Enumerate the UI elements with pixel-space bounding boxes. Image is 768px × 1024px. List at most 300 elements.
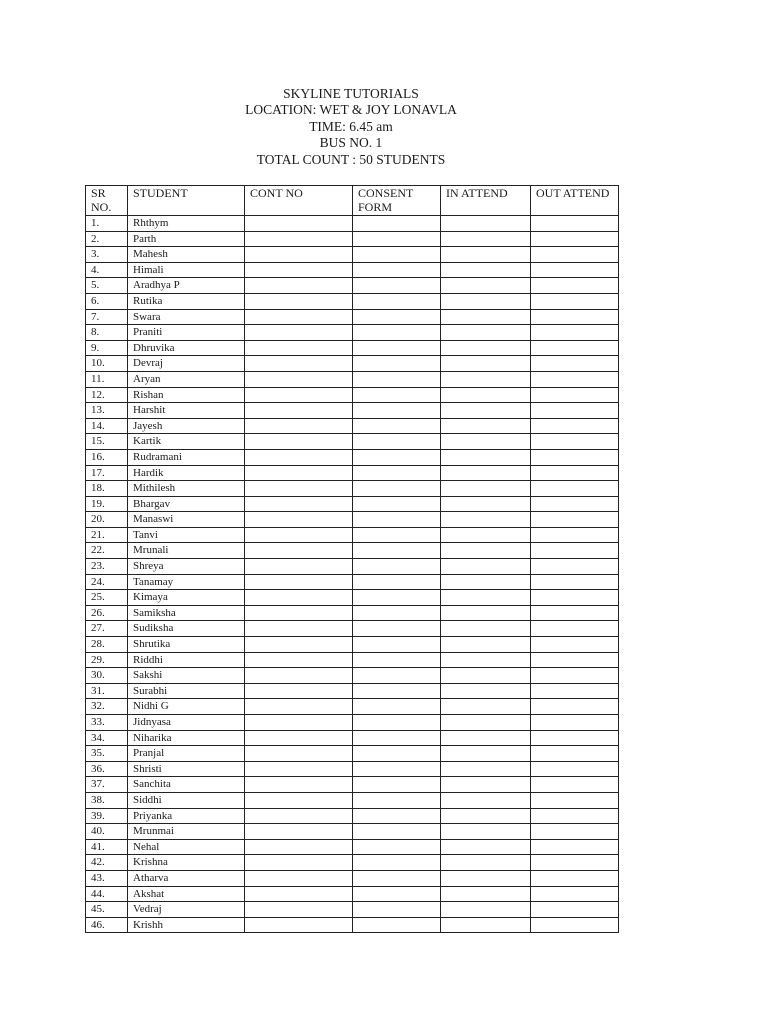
out-attend-cell	[531, 216, 619, 232]
cont-no-cell	[245, 637, 353, 653]
consent-form-cell	[353, 340, 441, 356]
student-name-cell: Rhthym	[128, 216, 245, 232]
in-attend-cell	[441, 668, 531, 684]
in-attend-cell	[441, 216, 531, 232]
table-row	[86, 216, 619, 232]
student-name-cell: Dhruvika	[128, 340, 245, 356]
out-attend-cell	[531, 839, 619, 855]
consent-form-cell	[353, 403, 441, 419]
out-attend-cell	[531, 761, 619, 777]
table-row	[86, 340, 619, 356]
out-attend-cell	[531, 652, 619, 668]
cont-no-cell	[245, 512, 353, 528]
cont-no-cell	[245, 418, 353, 434]
student-name-cell: Jidnyasa	[128, 715, 245, 731]
cont-no-cell	[245, 605, 353, 621]
cont-no-cell	[245, 527, 353, 543]
in-attend-cell	[441, 527, 531, 543]
out-attend-cell	[531, 325, 619, 341]
cont-no-cell	[245, 683, 353, 699]
sr-no-cell: 43.	[86, 870, 128, 886]
in-attend-cell	[441, 839, 531, 855]
column-header-sr-no: SR NO.	[86, 186, 128, 216]
in-attend-cell	[441, 356, 531, 372]
sr-no-cell: 11.	[86, 371, 128, 387]
sr-no-cell: 25.	[86, 590, 128, 606]
out-attend-cell	[531, 247, 619, 263]
student-name-cell: Pranjal	[128, 746, 245, 762]
table-row	[86, 559, 619, 575]
out-attend-cell	[531, 262, 619, 278]
sr-no-cell: 35.	[86, 746, 128, 762]
table-row	[86, 434, 619, 450]
table-row	[86, 262, 619, 278]
out-attend-cell	[531, 855, 619, 871]
consent-form-cell	[353, 761, 441, 777]
table-row	[86, 839, 619, 855]
consent-form-cell	[353, 481, 441, 497]
cont-no-cell	[245, 574, 353, 590]
student-name-cell: Samiksha	[128, 605, 245, 621]
student-name-cell: Jayesh	[128, 418, 245, 434]
column-header-student: STUDENT	[128, 186, 245, 216]
column-header-in-attend: IN ATTEND	[441, 186, 531, 216]
in-attend-cell	[441, 496, 531, 512]
sr-no-cell: 10.	[86, 356, 128, 372]
column-header-cont-no: CONT NO	[245, 186, 353, 216]
in-attend-cell	[441, 886, 531, 902]
table-row	[86, 465, 619, 481]
cont-no-cell	[245, 543, 353, 559]
student-name-cell: Nehal	[128, 839, 245, 855]
in-attend-cell	[441, 870, 531, 886]
out-attend-cell	[531, 293, 619, 309]
cont-no-cell	[245, 216, 353, 232]
table-row	[86, 418, 619, 434]
student-name-cell: Harshit	[128, 403, 245, 419]
out-attend-cell	[531, 340, 619, 356]
student-name-cell: Aryan	[128, 371, 245, 387]
out-attend-cell	[531, 559, 619, 575]
out-attend-cell	[531, 449, 619, 465]
table-row	[86, 293, 619, 309]
consent-form-cell	[353, 730, 441, 746]
sr-no-cell: 20.	[86, 512, 128, 528]
table-row	[86, 730, 619, 746]
table-row	[86, 496, 619, 512]
student-name-cell: Shrutika	[128, 637, 245, 653]
sr-no-cell: 33.	[86, 715, 128, 731]
out-attend-cell	[531, 403, 619, 419]
out-attend-cell	[531, 574, 619, 590]
cont-no-cell	[245, 325, 353, 341]
student-name-cell: Kartik	[128, 434, 245, 450]
cont-no-cell	[245, 387, 353, 403]
location-line: LOCATION: WET & JOY LONAVLA	[245, 102, 457, 118]
cont-no-cell	[245, 839, 353, 855]
cont-no-cell	[245, 340, 353, 356]
consent-form-cell	[353, 605, 441, 621]
sr-no-cell: 18.	[86, 481, 128, 497]
out-attend-cell	[531, 902, 619, 918]
sr-no-cell: 22.	[86, 543, 128, 559]
out-attend-cell	[531, 543, 619, 559]
out-attend-cell	[531, 605, 619, 621]
document-heading	[0, 86, 702, 168]
in-attend-cell	[441, 902, 531, 918]
consent-form-cell	[353, 917, 441, 933]
out-attend-cell	[531, 371, 619, 387]
in-attend-cell	[441, 621, 531, 637]
sr-no-cell: 39.	[86, 808, 128, 824]
in-attend-cell	[441, 559, 531, 575]
student-name-cell: Parth	[128, 231, 245, 247]
in-attend-cell	[441, 543, 531, 559]
consent-form-cell	[353, 715, 441, 731]
consent-form-cell	[353, 870, 441, 886]
sr-no-cell: 38.	[86, 792, 128, 808]
student-name-cell: Sanchita	[128, 777, 245, 793]
cont-no-cell	[245, 870, 353, 886]
consent-form-cell	[353, 855, 441, 871]
out-attend-cell	[531, 278, 619, 294]
in-attend-cell	[441, 746, 531, 762]
in-attend-cell	[441, 262, 531, 278]
out-attend-cell	[531, 715, 619, 731]
in-attend-cell	[441, 808, 531, 824]
student-name-cell: Rudramani	[128, 449, 245, 465]
consent-form-cell	[353, 902, 441, 918]
sr-no-cell: 17.	[86, 465, 128, 481]
in-attend-cell	[441, 715, 531, 731]
in-attend-cell	[441, 699, 531, 715]
in-attend-cell	[441, 293, 531, 309]
sr-no-cell: 36.	[86, 761, 128, 777]
cont-no-cell	[245, 761, 353, 777]
table-row	[86, 824, 619, 840]
in-attend-cell	[441, 247, 531, 263]
consent-form-cell	[353, 824, 441, 840]
in-attend-cell	[441, 418, 531, 434]
student-name-cell: Mrunali	[128, 543, 245, 559]
consent-form-cell	[353, 262, 441, 278]
sr-no-cell: 32.	[86, 699, 128, 715]
sr-no-cell: 15.	[86, 434, 128, 450]
consent-form-cell	[353, 356, 441, 372]
table-row	[86, 278, 619, 294]
sr-no-cell: 12.	[86, 387, 128, 403]
table-row	[86, 356, 619, 372]
column-header-consent-form: CONSENT FORM	[353, 186, 441, 216]
table-row	[86, 325, 619, 341]
cont-no-cell	[245, 278, 353, 294]
in-attend-cell	[441, 792, 531, 808]
sr-no-cell: 37.	[86, 777, 128, 793]
cont-no-cell	[245, 449, 353, 465]
consent-form-cell	[353, 699, 441, 715]
table-row	[86, 870, 619, 886]
in-attend-cell	[441, 512, 531, 528]
consent-form-cell	[353, 449, 441, 465]
sr-no-cell: 5.	[86, 278, 128, 294]
cont-no-cell	[245, 668, 353, 684]
out-attend-cell	[531, 434, 619, 450]
out-attend-cell	[531, 730, 619, 746]
cont-no-cell	[245, 699, 353, 715]
sr-no-cell: 14.	[86, 418, 128, 434]
sr-no-cell: 19.	[86, 496, 128, 512]
out-attend-cell	[531, 746, 619, 762]
table-row	[86, 637, 619, 653]
table-row	[86, 449, 619, 465]
consent-form-cell	[353, 418, 441, 434]
table-row	[86, 590, 619, 606]
in-attend-cell	[441, 590, 531, 606]
consent-form-cell	[353, 559, 441, 575]
sr-no-cell: 1.	[86, 216, 128, 232]
in-attend-cell	[441, 434, 531, 450]
student-name-cell: Kimaya	[128, 590, 245, 606]
cont-no-cell	[245, 309, 353, 325]
consent-form-cell	[353, 434, 441, 450]
out-attend-cell	[531, 356, 619, 372]
table-row	[86, 746, 619, 762]
sr-no-cell: 23.	[86, 559, 128, 575]
cont-no-cell	[245, 824, 353, 840]
sr-no-cell: 31.	[86, 683, 128, 699]
consent-form-cell	[353, 325, 441, 341]
in-attend-cell	[441, 481, 531, 497]
student-name-cell: Vedraj	[128, 902, 245, 918]
in-attend-cell	[441, 231, 531, 247]
student-name-cell: Niharika	[128, 730, 245, 746]
table-row	[86, 481, 619, 497]
sr-no-cell: 42.	[86, 855, 128, 871]
sr-no-cell: 21.	[86, 527, 128, 543]
cont-no-cell	[245, 371, 353, 387]
student-name-cell: Aradhya P	[128, 278, 245, 294]
student-name-cell: Shristi	[128, 761, 245, 777]
out-attend-cell	[531, 917, 619, 933]
student-name-cell: Krishna	[128, 855, 245, 871]
consent-form-cell	[353, 886, 441, 902]
student-name-cell: Shreya	[128, 559, 245, 575]
table-row	[86, 403, 619, 419]
sr-no-cell: 9.	[86, 340, 128, 356]
sr-no-cell: 44.	[86, 886, 128, 902]
out-attend-cell	[531, 870, 619, 886]
cont-no-cell	[245, 262, 353, 278]
sr-no-cell: 26.	[86, 605, 128, 621]
student-name-cell: Akshat	[128, 886, 245, 902]
student-name-cell: Surabhi	[128, 683, 245, 699]
cont-no-cell	[245, 652, 353, 668]
sr-no-cell: 4.	[86, 262, 128, 278]
in-attend-cell	[441, 309, 531, 325]
out-attend-cell	[531, 886, 619, 902]
in-attend-cell	[441, 605, 531, 621]
consent-form-cell	[353, 777, 441, 793]
consent-form-cell	[353, 309, 441, 325]
sr-no-cell: 24.	[86, 574, 128, 590]
in-attend-cell	[441, 278, 531, 294]
consent-form-cell	[353, 574, 441, 590]
consent-form-cell	[353, 278, 441, 294]
student-name-cell: Krishh	[128, 917, 245, 933]
cont-no-cell	[245, 496, 353, 512]
in-attend-cell	[441, 387, 531, 403]
table-row	[86, 699, 619, 715]
student-name-cell: Siddhi	[128, 792, 245, 808]
out-attend-cell	[531, 777, 619, 793]
table-row	[86, 512, 619, 528]
consent-form-cell	[353, 683, 441, 699]
consent-form-cell	[353, 621, 441, 637]
table-row	[86, 231, 619, 247]
consent-form-cell	[353, 293, 441, 309]
in-attend-cell	[441, 730, 531, 746]
cont-no-cell	[245, 403, 353, 419]
student-name-cell: Hardik	[128, 465, 245, 481]
table-row	[86, 886, 619, 902]
out-attend-cell	[531, 683, 619, 699]
institute-name: SKYLINE TUTORIALS	[283, 86, 419, 101]
student-name-cell: Swara	[128, 309, 245, 325]
in-attend-cell	[441, 824, 531, 840]
out-attend-cell	[531, 590, 619, 606]
out-attend-cell	[531, 527, 619, 543]
out-attend-cell	[531, 481, 619, 497]
sr-no-cell: 45.	[86, 902, 128, 918]
in-attend-cell	[441, 917, 531, 933]
in-attend-cell	[441, 637, 531, 653]
cont-no-cell	[245, 434, 353, 450]
table-row	[86, 371, 619, 387]
in-attend-cell	[441, 340, 531, 356]
in-attend-cell	[441, 683, 531, 699]
table-row	[86, 668, 619, 684]
consent-form-cell	[353, 371, 441, 387]
sr-no-cell: 28.	[86, 637, 128, 653]
sr-no-cell: 29.	[86, 652, 128, 668]
table-row	[86, 387, 619, 403]
cont-no-cell	[245, 356, 353, 372]
sr-no-cell: 27.	[86, 621, 128, 637]
student-name-cell: Bhargav	[128, 496, 245, 512]
cont-no-cell	[245, 247, 353, 263]
student-name-cell: Tanamay	[128, 574, 245, 590]
student-name-cell: Devraj	[128, 356, 245, 372]
out-attend-cell	[531, 231, 619, 247]
out-attend-cell	[531, 512, 619, 528]
student-name-cell: Atharva	[128, 870, 245, 886]
table-header-row	[86, 186, 619, 216]
student-name-cell: Himali	[128, 262, 245, 278]
sr-no-cell: 41.	[86, 839, 128, 855]
consent-form-cell	[353, 668, 441, 684]
student-name-cell: Sudiksha	[128, 621, 245, 637]
consent-form-cell	[353, 839, 441, 855]
sr-no-cell: 30.	[86, 668, 128, 684]
cont-no-cell	[245, 808, 353, 824]
table-row	[86, 715, 619, 731]
in-attend-cell	[441, 855, 531, 871]
table-row	[86, 761, 619, 777]
out-attend-cell	[531, 387, 619, 403]
cont-no-cell	[245, 621, 353, 637]
bus-number-line: BUS NO. 1	[319, 135, 383, 151]
out-attend-cell	[531, 824, 619, 840]
cont-no-cell	[245, 777, 353, 793]
sr-no-cell: 34.	[86, 730, 128, 746]
out-attend-cell	[531, 418, 619, 434]
table-row	[86, 792, 619, 808]
column-header-out-attend: OUT ATTEND	[531, 186, 619, 216]
sr-no-cell: 2.	[86, 231, 128, 247]
sr-no-cell: 3.	[86, 247, 128, 263]
out-attend-cell	[531, 699, 619, 715]
table-row	[86, 902, 619, 918]
cont-no-cell	[245, 730, 353, 746]
total-count-line: TOTAL COUNT : 50 STUDENTS	[256, 151, 446, 167]
out-attend-cell	[531, 465, 619, 481]
table-row	[86, 574, 619, 590]
cont-no-cell	[245, 855, 353, 871]
consent-form-cell	[353, 543, 441, 559]
student-name-cell: Tanvi	[128, 527, 245, 543]
table-row	[86, 309, 619, 325]
cont-no-cell	[245, 481, 353, 497]
time-line: TIME: 6.45 am	[309, 118, 393, 134]
consent-form-cell	[353, 512, 441, 528]
student-name-cell: Manaswi	[128, 512, 245, 528]
student-name-cell: Mahesh	[128, 247, 245, 263]
in-attend-cell	[441, 325, 531, 341]
table-row	[86, 543, 619, 559]
student-name-cell: Sakshi	[128, 668, 245, 684]
cont-no-cell	[245, 590, 353, 606]
table-row	[86, 247, 619, 263]
consent-form-cell	[353, 792, 441, 808]
student-name-cell: Nidhi G	[128, 699, 245, 715]
student-name-cell: Riddhi	[128, 652, 245, 668]
table-body	[86, 216, 619, 933]
cont-no-cell	[245, 917, 353, 933]
student-name-cell: Rutika	[128, 293, 245, 309]
in-attend-cell	[441, 371, 531, 387]
sr-no-cell: 7.	[86, 309, 128, 325]
student-name-cell: Priyanka	[128, 808, 245, 824]
cont-no-cell	[245, 746, 353, 762]
table-row	[86, 808, 619, 824]
out-attend-cell	[531, 621, 619, 637]
sr-no-cell: 8.	[86, 325, 128, 341]
out-attend-cell	[531, 496, 619, 512]
out-attend-cell	[531, 792, 619, 808]
consent-form-cell	[353, 387, 441, 403]
table-row	[86, 777, 619, 793]
table-row	[86, 527, 619, 543]
consent-form-cell	[353, 465, 441, 481]
student-name-cell: Praniti	[128, 325, 245, 341]
sr-no-cell: 6.	[86, 293, 128, 309]
cont-no-cell	[245, 886, 353, 902]
sr-no-cell: 46.	[86, 917, 128, 933]
consent-form-cell	[353, 216, 441, 232]
sr-no-cell: 13.	[86, 403, 128, 419]
in-attend-cell	[441, 652, 531, 668]
table-row	[86, 605, 619, 621]
